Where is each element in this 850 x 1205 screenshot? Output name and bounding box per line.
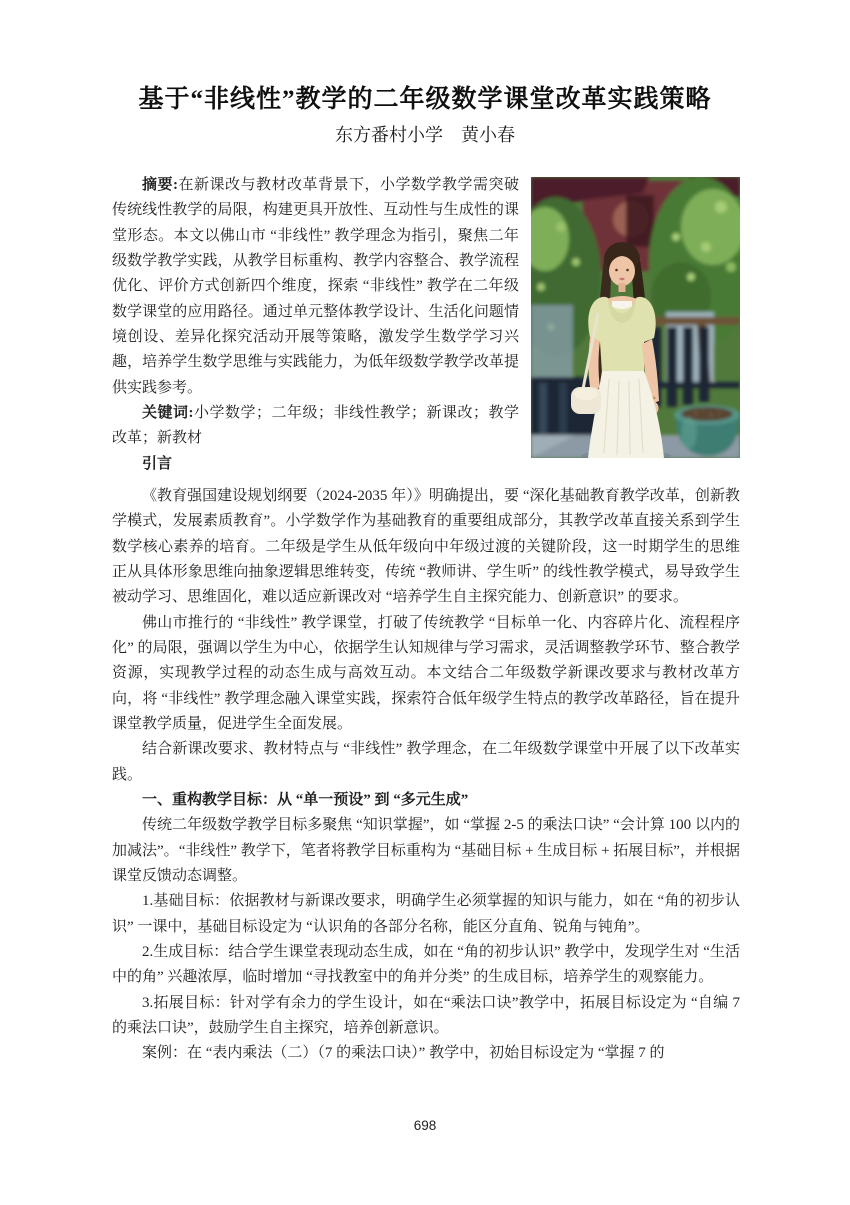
section1-paragraph: 传统二年级数学教学目标多聚焦 “知识掌握”，如 “掌握 2-5 的乘法口诀” “会计算 100 以内的加减法”。“非线性” 教学下，笔者将教学目标重构为 “基础目标 + 生成目标 + 拓展目标”，并根据课堂反馈动态调整。 xyxy=(112,817,740,884)
abstract-label: 摘要: xyxy=(142,177,178,193)
photo-fence-rail xyxy=(649,317,740,325)
keywords-label: 关键词: xyxy=(142,404,194,421)
paper-title: 基于“非线性”教学的二年级数学课堂改革实践策略 xyxy=(138,86,712,113)
intro-paragraph-3: 结合新课改要求、教材特点与 “非线性” 教学理念，在二年级数学课堂中开展了以下改革实践。 xyxy=(112,741,740,783)
author-photo xyxy=(531,177,740,458)
photo-face xyxy=(609,256,635,286)
author-line: 东方番村小学 黄小春 xyxy=(335,125,515,145)
section1-case: 案例：在 “表内乘法（二）（7 的乘法口诀）” 教学中，初始目标设定为 “掌握 7 的 xyxy=(142,1045,665,1062)
intro-paragraph-1: 《教育强国建设规划纲要（2024-2035 年）》明确提出，要 “深化基础教育教学改革，创新教学模式，发展素质教育”。小学数学作为基础教育的重要组成部分，其教学改革直接关系到学生数学核心素养的培育。二年级是学生从低年级向中年级过渡的关键阶段，这一时期学生的思维正从具体形象思维向抽象逻辑思维转变，传统 “教师讲、学生听” 的线性教学模式，易导致学生被动学习、思维固化，难以适应新课改对 “培养学生自主探究能力、创新意识” 的要求。 xyxy=(112,487,740,606)
author-photo-illustration xyxy=(531,177,740,458)
intro-paragraph-2: 佛山市推行的 “非线性” 教学课堂，打破了传统教学 “目标单一化、内容碎片化、流程程序化” 的局限，强调以学生为中心，依据学生认知规律与学习需求，灵活调整教学环节、整合教学资源，实现教学过程的动态生成与高效互动。本文结合二年级数学新课改要求与教材改革方向，将 “非线性” 教学理念融入课堂实践，探索符合低年级学生特点的教学改革路径，旨在提升课堂教学质量，促进学生全面发展。 xyxy=(112,614,740,732)
section1-item-3: 3.拓展目标：针对学有余力的学生设计，如在“乘法口诀”教学中，拓展目标设定为 “自编 7 的乘法口诀”，鼓励学生自主探究，培养创新意识。 xyxy=(112,994,740,1036)
section1-heading: 一、重构教学目标：从 “单一预设” 到 “多元生成” xyxy=(142,791,469,808)
intro-heading: 引言 xyxy=(142,455,173,472)
keywords-text: 小学数学；二年级；非线性教学；新课改；教学改革；新教材 xyxy=(112,404,519,447)
document-body xyxy=(112,173,740,1066)
abstract-text: 在新课改与教材改革背景下，小学数学教学需突破传统线性教学的局限，构建更具开放性、互动性与生成性的课堂形态。本文以佛山市 “非线性” 教学理念为指引，聚焦二年级数学教学实践，从教学目标重构、教学内容整合、教学流程优化、评价方式创新四个维度，探索 “非线性” 教学在二年级数学课堂的应用路径。通过单元整体教学设计、生活化问题情境创设、差异化探究活动开展等策略，激发学生数学学习兴趣，培养学生数学思维与实践能力，为低年级数学教学改革提供实践参考。 xyxy=(112,177,519,396)
section1-item-1: 1.基础目标：依据教材与新课改要求，明确学生必须掌握的知识与能力，如在 “角的初步认识” 一课中，基础目标设定为 “认识角的各部分名称，能区分直角、锐角与钝角”。 xyxy=(112,893,740,935)
page-number: 698 xyxy=(413,1118,437,1133)
section1-item-2: 2.生成目标：结合学生课堂表现动态生成，如在 “角的初步认识” 教学中，发现学生对 “生活中的角” 兴趣浓厚，临时增加 “寻找教室中的角并分类” 的生成目标，培养学生的观察能力。 xyxy=(112,943,740,986)
